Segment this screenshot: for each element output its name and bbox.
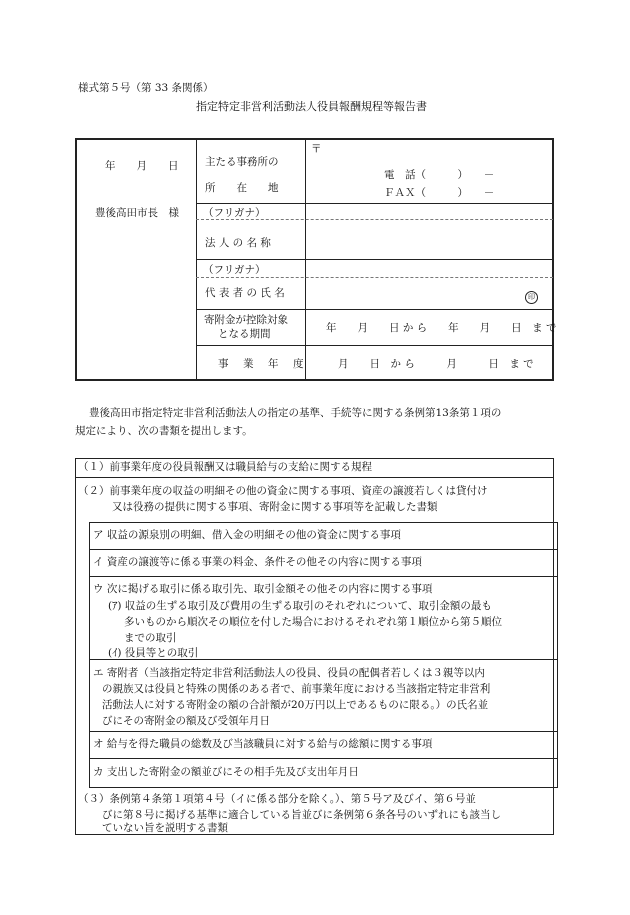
sub-item-e: 活動法人に対する寄附金の額の合計額が20万円以上であるものに限る。）の氏名並 [102,699,489,711]
sub-item-i: イ 資産の譲渡等に係る事業の料金、条件その他その内容に関する事項 [93,556,422,568]
list-item: びに第８号に掲げる基準に適合している旨並びに条例第６条各号のいずれにも該当し [102,809,501,821]
form-number: 様式第５号（第 33 条関係） [78,82,214,94]
addressee: 豊後高田市長 様 [95,207,179,219]
list-item: （２）前事業年度の収益の明細その他の資金に関する事項、資産の譲渡若しくは貸付け [78,485,488,497]
sub-item-u-a: 多いものから順次その順位を付した場合におけるそれぞれ第１順位から第５順位 [124,616,502,628]
list-item: （３）条例第４条第１項第４号（イに係る部分を除く。）、第５号ア及びイ、第６号並 [78,793,476,805]
intro-line-1: 豊後高田市指定特定非営利活動法人の指定の基準、手続等に関する条例第13条第１項の [89,407,502,419]
furigana-label-2: （フリガナ） [203,264,266,276]
list-item: ていない旨を説明する書類 [102,822,228,834]
sub-item-e: エ 寄附者（当該指定特定非営利活動法人の役員、役員の配偶者若しくは３親等以内 [93,667,485,679]
sub-item-e: の親族又は役員と特殊の関係のある者で、前事業年度における当該指定特定非営利 [102,683,491,695]
sub-item-o: オ 給与を得た職員の総数及び当該職員に対する給与の総額に関する事項 [93,738,433,750]
furigana-label: （フリガナ） [203,207,266,219]
fax-field: ＦＡＸ（ ） － [384,187,495,199]
corp-name-label: 法 人 の 名 称 [205,237,271,249]
sub-item-u-a: (ｱ) 収益の生ずる取引及び費用の生ずる取引のそれぞれについて、取引金額の最も [108,600,492,612]
fiscal-period: 月 日 か ら 月 日 ま で [338,358,534,370]
sub-item-e: びにその寄附金の額及び受領年月日 [102,715,270,727]
sub-item-a: ア 収益の源泉別の明細、借入金の明細その他の資金に関する事項 [93,529,401,541]
postal-mark: 〒 [311,143,322,155]
seal-icon: 印 [525,291,538,304]
sub-item-ka: カ 支出した寄附金の額並びにその相手先及び支出年月日 [93,766,359,778]
office-label: 主たる事務所の [205,156,279,168]
fiscal-year-label: 事 業 年 度 [218,358,306,370]
sub-item-u-b: (ｲ) 役員等との取引 [108,647,199,659]
sub-item-u-a: までの取引 [124,632,177,644]
office-label-2: 所 在 地 [205,182,279,194]
sub-item-u: ウ 次に掲げる取引に係る取引先、取引金額その他その内容に関する事項 [93,583,433,595]
page-title: 指定特定非営利活動法人役員報酬規程等報告書 [196,100,427,113]
tel-field: 電 話（ ） － [384,169,495,181]
intro-line-2: 規定により、次の書類を提出します。 [75,425,253,437]
date-field: 年 月 日 [105,160,179,172]
representative-label: 代 表 者 の 氏 名 [205,287,285,299]
donation-label: 寄附金が控除対象 [204,314,288,326]
list-item: （１）前事業年度の役員報酬又は職員給与の支給に関する規程 [78,461,372,473]
donation-label-2: となる期間 [218,328,271,340]
donation-period: 年 月 日 か ら 年 月 日 ま で [326,322,557,334]
list-item: 又は役務の提供に関する事項、寄附金に関する事項等を記載した書類 [112,501,438,513]
